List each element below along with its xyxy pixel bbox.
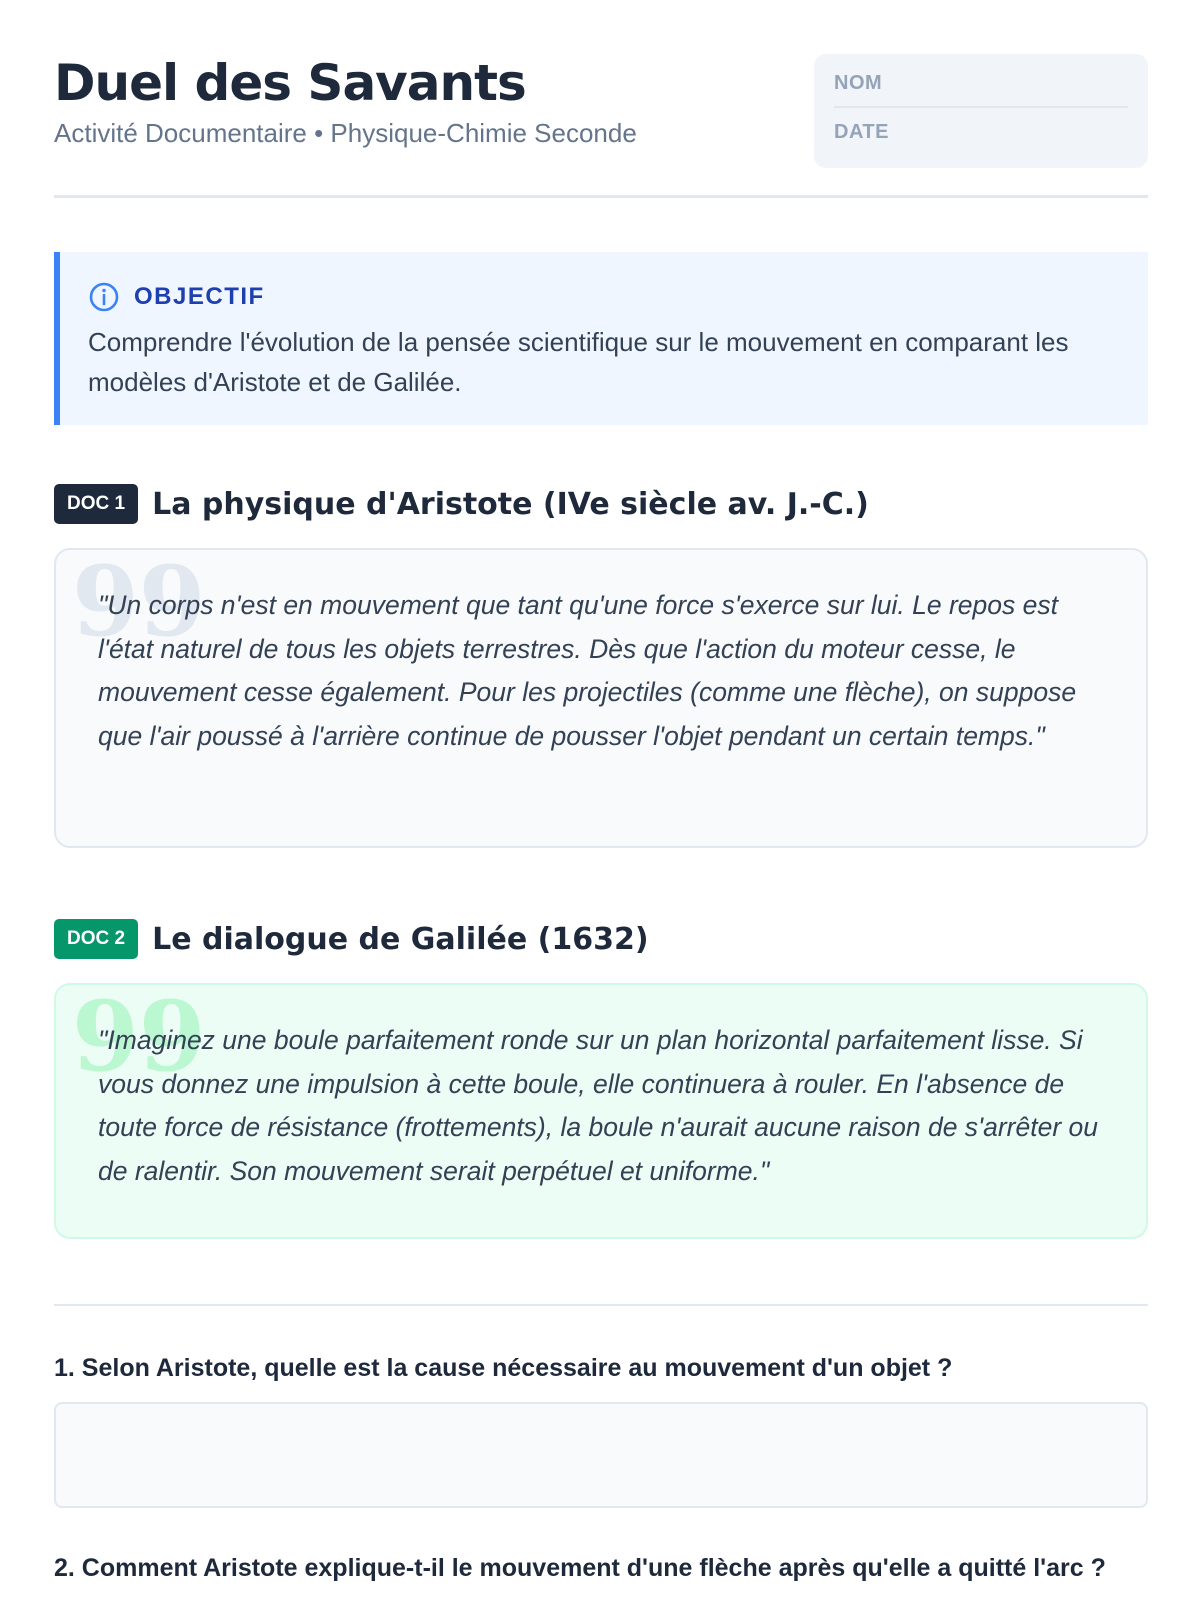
section-divider	[54, 1304, 1148, 1306]
worksheet-page	[54, 0, 1148, 1600]
doc2-title: Le dialogue de Galilée (1632)	[152, 921, 649, 957]
doc1-badge: DOC 1	[54, 484, 138, 524]
objective-text: Comprendre l'évolution de la pensée scientifique sur le mouvement en comparant les modèles d'Aristote et de Galilée.	[88, 327, 1069, 397]
page-title: Duel des Savants	[54, 54, 526, 112]
answer-1-box[interactable]	[54, 1402, 1148, 1508]
doc2-quote: "Imaginez une boule parfaitement ronde sur un plan horizontal parfaitement lisse. Si vous donnez une impulsion à cette boule, elle continuera à rouler. En l'absence de toute force de résistance (frottements), la boule n'aurait aucune raison de s'arrêter ou de ralentir. Son mouvement serait perpétuel et uniforme."	[98, 1025, 1098, 1186]
name-label: NOM	[834, 71, 883, 94]
doc1-heading	[54, 484, 869, 524]
question-2: 2. Comment Aristote explique-t-il le mouvement d'une flèche après qu'elle a quitté l'arc ?	[54, 1554, 1106, 1582]
quote-mark-icon: 99	[72, 980, 206, 1093]
doc2-quote-box	[54, 980, 1148, 1239]
date-label: DATE	[834, 120, 889, 143]
page-subtitle: Activité Documentaire • Physique-Chimie Seconde	[54, 118, 637, 148]
quote-mark-icon: 99	[72, 545, 206, 658]
question-1: 1. Selon Aristote, quelle est la cause nécessaire au mouvement d'un objet ?	[54, 1354, 953, 1382]
student-id-box	[814, 54, 1148, 168]
objective-header	[88, 278, 1118, 316]
doc1-title: La physique d'Aristote (IVe siècle av. J.-C.)	[152, 486, 869, 522]
objective-title: OBJECTIF	[134, 283, 265, 310]
worksheet-header	[54, 54, 1148, 198]
objective-callout	[54, 252, 1148, 425]
doc2-badge: DOC 2	[54, 919, 138, 959]
doc2-heading	[54, 919, 649, 959]
doc1-quote-box	[54, 545, 1148, 848]
name-field[interactable]	[834, 60, 1128, 108]
info-icon	[88, 281, 120, 313]
date-field[interactable]	[834, 108, 1128, 156]
doc1-quote: "Un corps n'est en mouvement que tant qu'une force s'exerce sur lui. Le repos est l'état naturel de tous les objets terrestres. Dès que l'action du moteur cesse, le mouvement cesse également. Pour les projectiles (comme une flèche), on suppose que l'air poussé à l'arrière continue de pousser l'objet pendant un certain temps."	[98, 590, 1077, 751]
